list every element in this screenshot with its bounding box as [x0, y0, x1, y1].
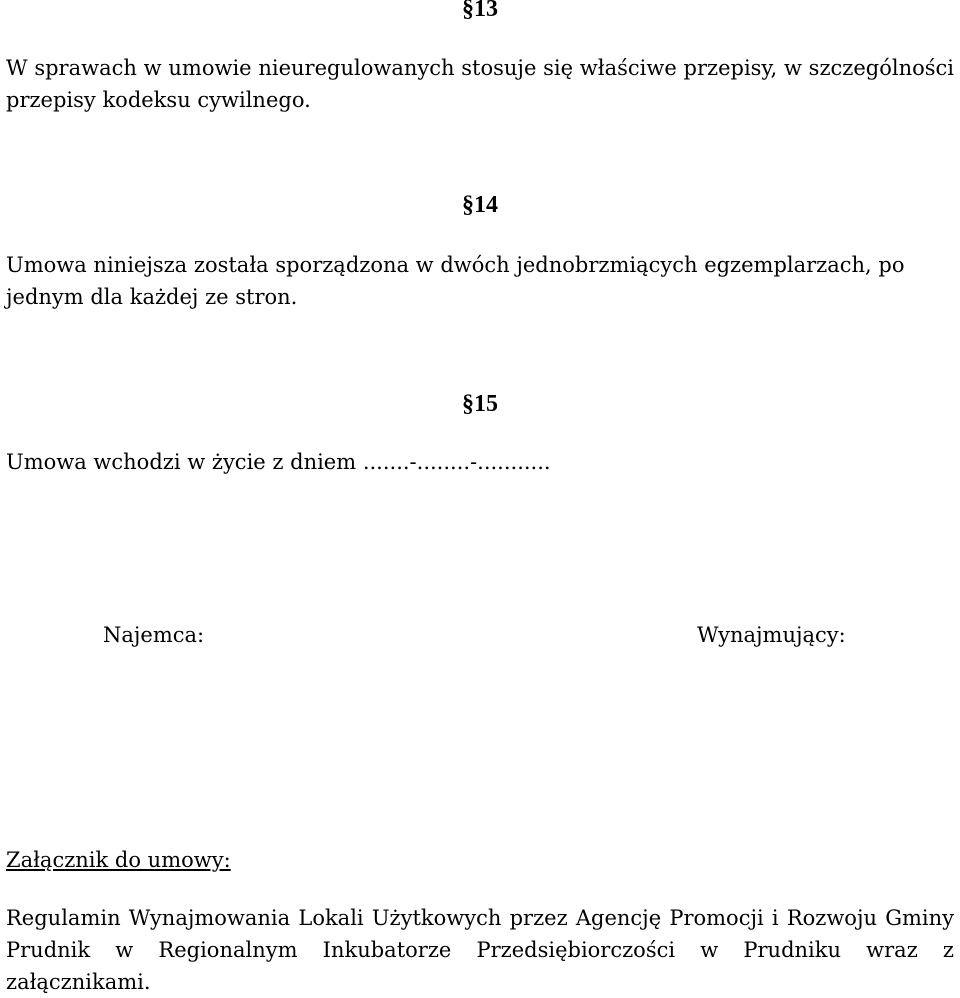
landlord-signature-label: Wynajmujący: [697, 623, 846, 647]
annex-text: Regulamin Wynajmowania Lokali Użytkowych przez Agencję Promocji i Rozwoju Gminy Prudnik w Regionalnym Inkubatorze Przedsiębiorczości w Prudniku wraz z załącznikami. [6, 906, 954, 994]
section-14-text: Umowa niniejsza została sporządzona w dwóch jednobrzmiących egzemplarzach, po jednym dla każdej ze stron. [6, 253, 905, 309]
section-15-heading: §15 [462, 391, 498, 417]
section-13-heading: §13 [462, 0, 498, 22]
section-15-text: Umowa wchodzi w życie z dniem .......-........-........... [6, 450, 551, 474]
annex-title: Załącznik do umowy: [6, 848, 231, 872]
tenant-signature-label: Najemca: [103, 623, 205, 647]
section-13-text: W sprawach w umowie nieuregulowanych stosuje się właściwe przepisy, w szczególności przepisy kodeksu cywilnego. [6, 56, 954, 112]
section-14-heading: §14 [462, 192, 498, 218]
